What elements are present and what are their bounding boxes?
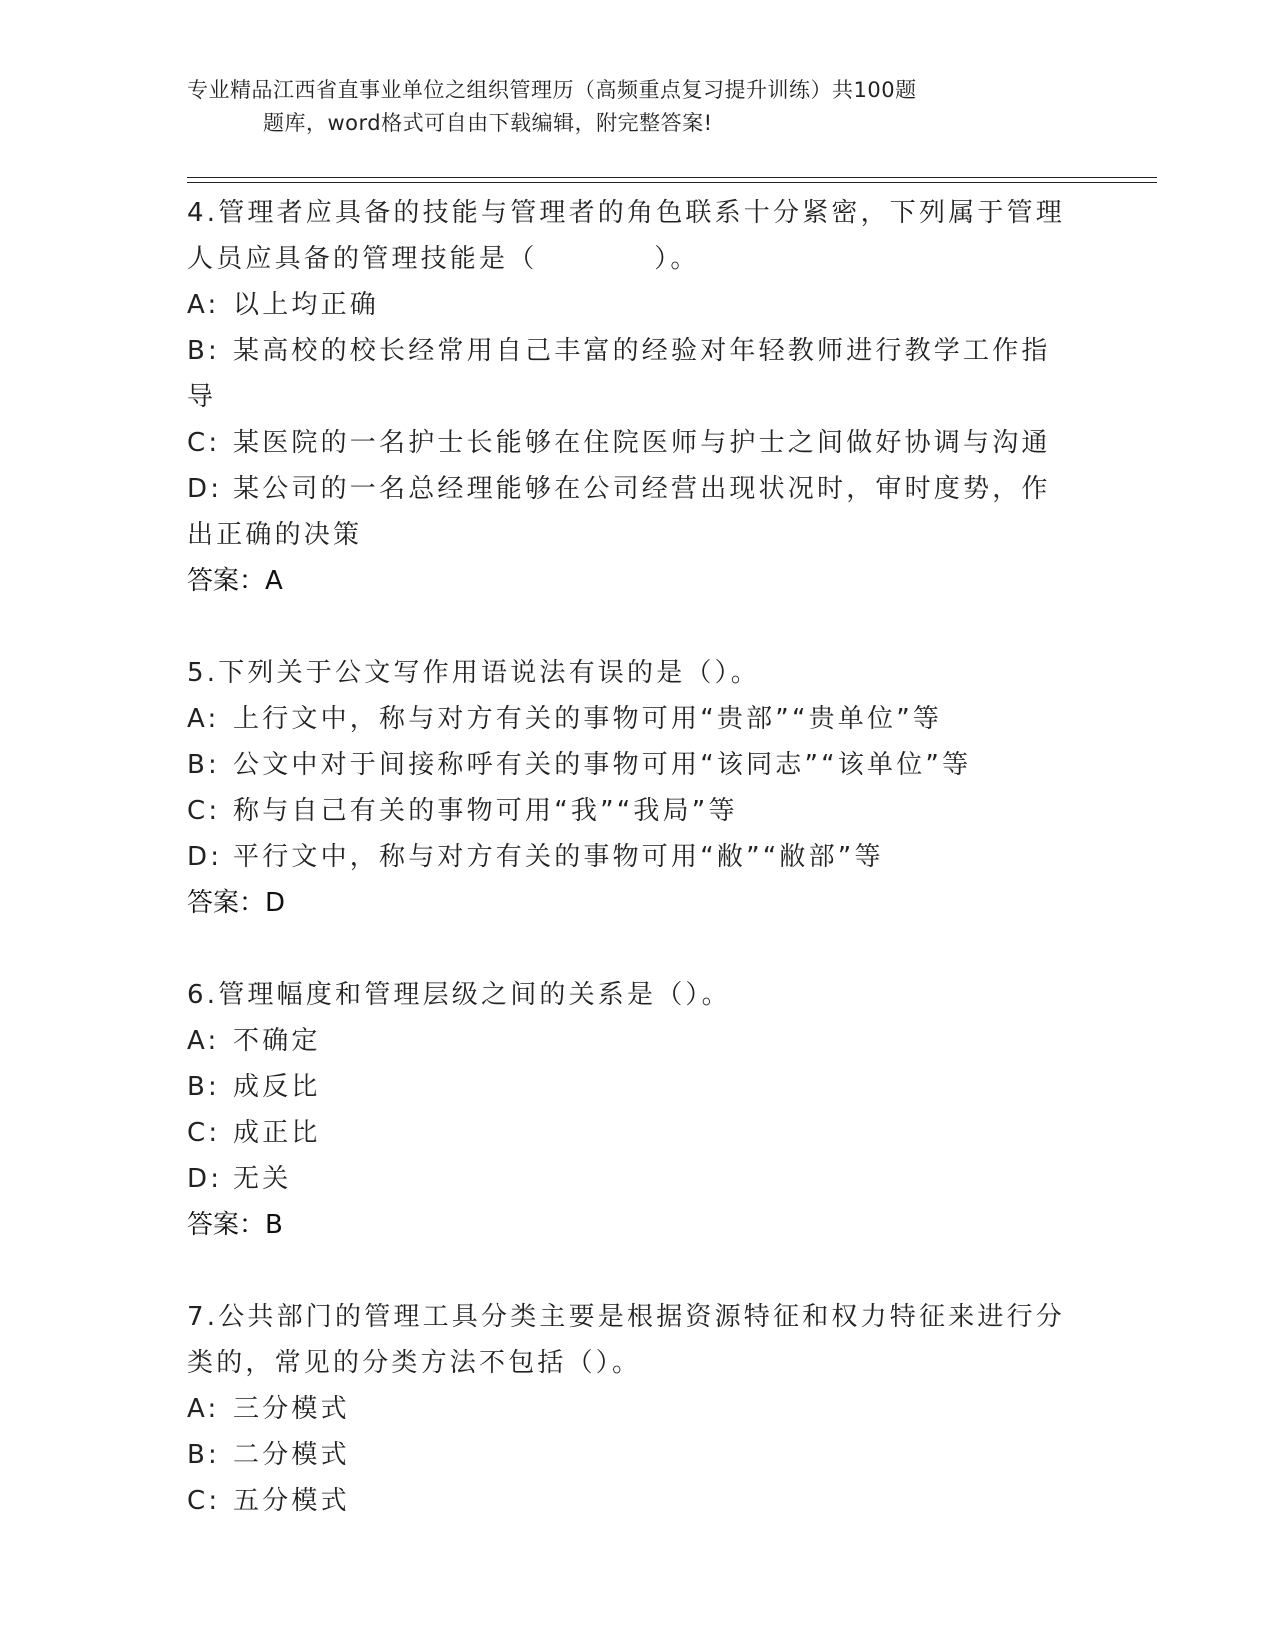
option-b xyxy=(187,742,1067,788)
option-c xyxy=(187,1478,1067,1524)
option-label: B: xyxy=(187,1072,220,1102)
option-label: A: xyxy=(187,704,220,734)
option-text: 公文中对于间接称呼有关的事物可用“该同志”“该单位”等 xyxy=(233,750,972,780)
option-text: 不确定 xyxy=(233,1026,321,1056)
question-text: 7.公共部门的管理工具分类主要是根据资源特征和权力特征来进行分类的，常见的分类方法不包括（）。 xyxy=(187,1302,1066,1378)
option-label: D: xyxy=(187,474,223,504)
option-a xyxy=(187,1018,1067,1064)
option-text: 无关 xyxy=(233,1164,292,1194)
option-a xyxy=(187,1386,1067,1432)
option-d xyxy=(187,1156,1067,1202)
answer-line: 答案：D xyxy=(187,888,286,918)
answer-line: 答案：A xyxy=(187,566,283,596)
option-text: 成反比 xyxy=(233,1072,321,1102)
option-label: B: xyxy=(187,336,220,366)
option-text: 三分模式 xyxy=(233,1394,350,1424)
header-title-line-2: 题库，word格式可自由下载编辑，附完整答案! xyxy=(263,111,713,135)
header-divider-bottom xyxy=(187,182,1157,183)
option-label: A: xyxy=(187,290,220,320)
question-text: 6.管理幅度和管理层级之间的关系是（）。 xyxy=(187,980,731,1010)
option-a xyxy=(187,696,1067,742)
option-text: 某公司的一名总经理能够在公司经营出现状况时，审时度势，作出正确的决策 xyxy=(187,474,1051,550)
option-c xyxy=(187,788,1067,834)
option-label: D: xyxy=(187,1164,223,1194)
option-label: A: xyxy=(187,1394,220,1424)
question-4 xyxy=(187,190,1067,604)
option-label: C: xyxy=(187,1486,221,1516)
option-label: B: xyxy=(187,1440,220,1470)
option-text: 某医院的一名护士长能够在住院医师与护士之间做好协调与沟通 xyxy=(233,428,1051,458)
option-text: 以上均正确 xyxy=(233,290,380,320)
option-b xyxy=(187,328,1067,420)
option-c xyxy=(187,1110,1067,1156)
question-5 xyxy=(187,650,1067,926)
option-label: B: xyxy=(187,750,220,780)
option-text: 二分模式 xyxy=(233,1440,350,1470)
option-label: D: xyxy=(187,842,223,872)
option-text: 称与自己有关的事物可用“我”“我局”等 xyxy=(233,796,738,826)
question-text: 4.管理者应具备的技能与管理者的角色联系十分紧密，下列属于管理人员应具备的管理技能是（ ）。 xyxy=(187,198,1066,274)
question-6 xyxy=(187,972,1067,1248)
option-label: A: xyxy=(187,1026,220,1056)
option-text: 上行文中，称与对方有关的事物可用“贵部”“贵单位”等 xyxy=(233,704,943,734)
option-b xyxy=(187,1064,1067,1110)
option-c xyxy=(187,420,1067,466)
header-title-line-1: 专业精品江西省直事业单位之组织管理历（高频重点复习提升训练）共100题 xyxy=(187,78,917,102)
option-label: C: xyxy=(187,428,221,458)
option-b xyxy=(187,1432,1067,1478)
document-header xyxy=(187,74,1047,140)
option-text: 成正比 xyxy=(233,1118,321,1148)
question-7 xyxy=(187,1294,1067,1524)
header-divider-top xyxy=(187,177,1157,178)
question-list xyxy=(187,190,1067,1570)
question-text: 5.下列关于公文写作用语说法有误的是（）。 xyxy=(187,658,761,688)
answer-line: 答案：B xyxy=(187,1210,283,1240)
option-text: 平行文中，称与对方有关的事物可用“敝”“敝部”等 xyxy=(233,842,884,872)
option-label: C: xyxy=(187,796,221,826)
option-d xyxy=(187,834,1067,880)
option-text: 五分模式 xyxy=(233,1486,350,1516)
option-text: 某高校的校长经常用自己丰富的经验对年轻教师进行教学工作指导 xyxy=(187,336,1051,412)
option-label: C: xyxy=(187,1118,221,1148)
option-d xyxy=(187,466,1067,558)
option-a xyxy=(187,282,1067,328)
